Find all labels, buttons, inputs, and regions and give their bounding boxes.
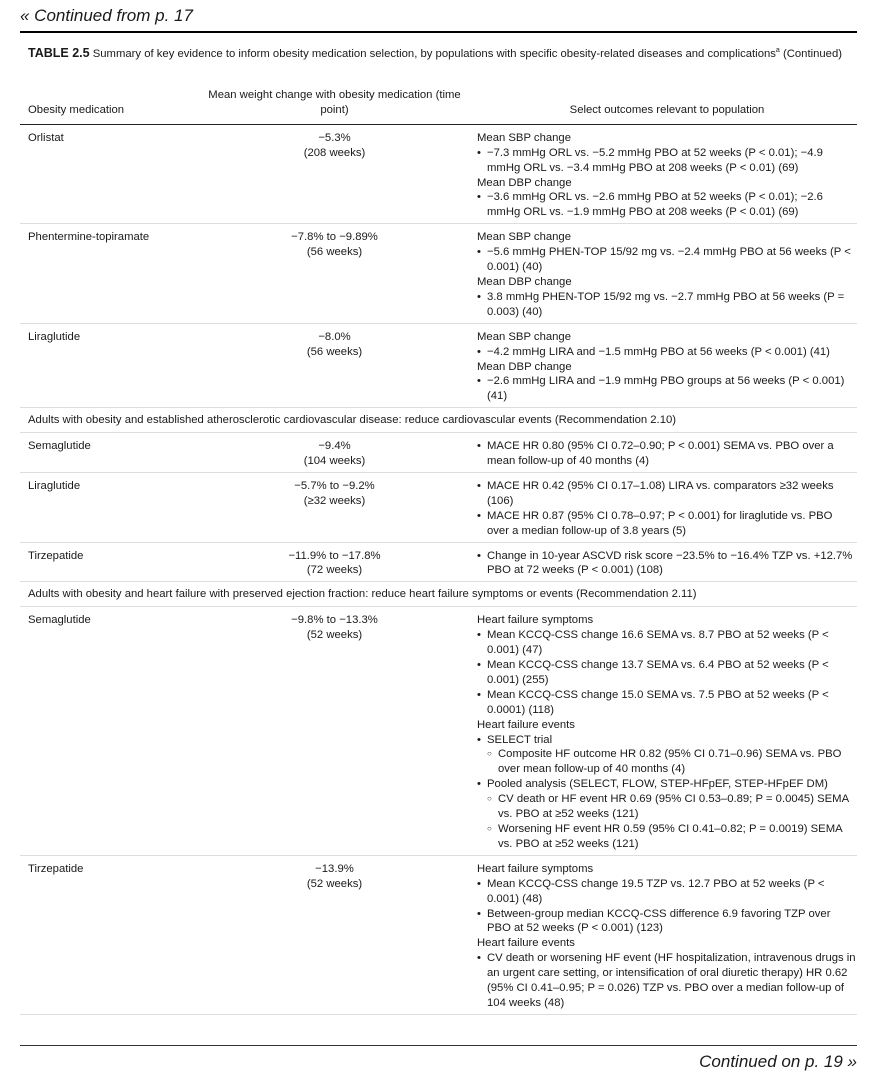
time-point: (56 weeks) (306, 246, 363, 259)
weight-change: −5.3% (318, 131, 351, 144)
outcome-heading: Mean DBP change (477, 360, 572, 373)
outcome-heading: Heart failure events (477, 937, 575, 950)
outcome-bullet: • −4.2 mmHg LIRA and −1.5 mmHg PBO at 56 weeks (P < 0.001) (41) (477, 345, 857, 360)
outcome-heading: Heart failure events (477, 718, 575, 731)
outcome-bullet: • MACE HR 0.42 (95% CI 0.17–1.08) LIRA vs. comparators ≥32 weeks (106) (477, 479, 857, 509)
medication-name: Liraglutide (28, 479, 81, 492)
outcome-heading: Mean DBP change (477, 176, 572, 189)
table-row (20, 224, 857, 323)
outcome-bullet: • Mean KCCQ-CSS change 19.5 TZP vs. 12.7 PBO at 52 weeks (P < 0.001) (48) (477, 877, 857, 907)
medication-name: Orlistat (28, 131, 64, 144)
outcome-bullet: • −3.6 mmHg ORL vs. −2.6 mmHg PBO at 52 weeks (P < 0.01); −2.6 mmHg ORL vs. −1.9 mmHg PBO at 208 weeks (P < 0.01) (69) (477, 190, 857, 220)
weight-change: −5.7% to −9.2% (294, 479, 375, 492)
outcome-subbullet: ○ CV death or HF event HR 0.69 (95% CI 0.53–0.89; P = 0.0045) SEMA vs. PBO at ≥52 weeks (121) (477, 792, 857, 822)
outcomes-cell (474, 479, 857, 539)
continued-on-link[interactable]: Continued on p. 19 » (699, 1052, 857, 1071)
section-header: Adults with obesity and established atherosclerotic cardiovascular disease: reduce cardiovascular events (Recommendation 2.10) (20, 408, 857, 433)
outcome-heading: Mean SBP change (477, 330, 571, 343)
time-point: (≥32 weeks) (303, 494, 366, 507)
top-rule (20, 31, 857, 33)
table-caption (28, 43, 857, 62)
medication-name: Liraglutide (28, 330, 81, 343)
table-row (20, 607, 857, 856)
outcome-bullet: • Mean KCCQ-CSS change 16.6 SEMA vs. 8.7 PBO at 52 weeks (P < 0.001) (47) (477, 628, 857, 658)
outcome-heading: Heart failure symptoms (477, 614, 594, 627)
evidence-table (20, 88, 857, 1015)
outcome-subbullet: ○ Worsening HF event HR 0.59 (95% CI 0.41–0.82; P = 0.0019) SEMA vs. PBO at ≥52 weeks (121) (477, 822, 857, 852)
outcomes-cell (474, 862, 857, 1011)
caption-text: Summary of key evidence to inform obesity medication selection, by populations with specific obesity-related diseases and complications (89, 47, 776, 60)
outcome-bullet: • Mean KCCQ-CSS change 13.7 SEMA vs. 6.4 PBO at 52 weeks (P < 0.001) (255) (477, 658, 857, 688)
table-row (20, 473, 857, 543)
continued-from-link[interactable]: « Continued from p. 17 (20, 6, 193, 25)
weight-change-cell (195, 230, 474, 319)
header-medication: Obesity medication (28, 103, 125, 116)
weight-change: −7.8% to −9.89% (291, 231, 378, 244)
outcome-bullet: • Change in 10-year ASCVD risk score −23.5% to −16.4% TZP vs. +12.7% PBO at 72 weeks (P < 0.001) (108) (477, 549, 857, 579)
time-point: (208 weeks) (303, 146, 366, 159)
outcome-heading: Mean SBP change (477, 231, 571, 244)
outcome-bullet: • −2.6 mmHg LIRA and −1.9 mmHg PBO groups at 56 weeks (P < 0.001) (41) (477, 374, 857, 404)
time-point: (52 weeks) (306, 629, 363, 642)
table-row (20, 324, 857, 409)
weight-change-cell (195, 439, 474, 469)
weight-change-cell (195, 862, 474, 1011)
caption-suffix: (Continued) (779, 47, 842, 60)
outcome-heading: Mean DBP change (477, 275, 572, 288)
time-point: (72 weeks) (306, 564, 363, 577)
weight-change-cell (195, 613, 474, 852)
weight-change: −9.8% to −13.3% (291, 614, 378, 627)
outcome-bullet: • −7.3 mmHg ORL vs. −5.2 mmHg PBO at 52 weeks (P < 0.01); −4.9 mmHg ORL vs. −3.4 mmHg PBO at 208 weeks (P < 0.01) (69) (477, 146, 857, 176)
medication-name: Phentermine-topiramate (28, 231, 150, 244)
table-row (20, 433, 857, 473)
table-label: TABLE 2.5 (28, 45, 90, 60)
time-point: (104 weeks) (303, 455, 366, 468)
weight-change: −13.9% (315, 862, 354, 875)
outcome-subbullet: ○ Composite HF outcome HR 0.82 (95% CI 0.71–0.96) SEMA vs. PBO over mean follow-up of 40 months (4) (477, 747, 857, 777)
weight-change: −8.0% (318, 330, 351, 343)
outcome-bullet: • 3.8 mmHg PHEN-TOP 15/92 mg vs. −2.7 mmHg PBO at 56 weeks (P = 0.003) (40) (477, 290, 857, 320)
table-header (20, 88, 857, 125)
weight-change-cell (195, 549, 474, 579)
footnote-mark: a (775, 47, 780, 54)
weight-change: −11.9% to −17.8% (288, 549, 381, 562)
outcomes-cell (474, 613, 857, 852)
outcome-bullet: • −5.6 mmHg PHEN-TOP 15/92 mg vs. −2.4 mmHg PBO at 56 weeks (P < 0.001) (40) (477, 245, 857, 275)
outcomes-cell (474, 131, 857, 220)
weight-change-cell (195, 330, 474, 405)
outcomes-cell (474, 330, 857, 405)
outcome-bullet: • Pooled analysis (SELECT, FLOW, STEP-HFpEF, STEP-HFpEF DM) (477, 777, 857, 792)
outcomes-cell (474, 439, 857, 469)
header-weight-change: Mean weight change with obesity medication (time point) (208, 89, 461, 116)
weight-change: −9.4% (318, 440, 351, 453)
medication-name: Tirzepatide (28, 862, 84, 875)
outcomes-cell (474, 230, 857, 319)
time-point: (52 weeks) (306, 877, 363, 890)
section-header: Adults with obesity and heart failure with preserved ejection fraction: reduce heart failure symptoms or events (Recommendation 2.11) (20, 582, 857, 607)
header-outcomes: Select outcomes relevant to population (569, 103, 765, 116)
time-point: (56 weeks) (306, 345, 363, 358)
weight-change-cell (195, 479, 474, 539)
outcome-bullet: • MACE HR 0.87 (95% CI 0.78–0.97; P < 0.001) for liraglutide vs. PBO over a median follow-up of 3.8 years (5) (477, 509, 857, 539)
outcome-heading: Mean SBP change (477, 131, 571, 144)
outcome-bullet: • MACE HR 0.80 (95% CI 0.72–0.90; P < 0.001) SEMA vs. PBO over a mean follow-up of 40 months (4) (477, 439, 857, 469)
outcomes-cell (474, 549, 857, 579)
outcome-bullet: • Mean KCCQ-CSS change 15.0 SEMA vs. 7.5 PBO at 52 weeks (P < 0.0001) (118) (477, 688, 857, 718)
outcome-bullet: • SELECT trial (477, 733, 857, 748)
outcome-bullet: • CV death or worsening HF event (HF hospitalization, intravenous drugs in an urgent care setting, or intensification of oral diuretic therapy) HR 0.62 (95% CI 0.41–0.95; P = 0.026) TZP vs. PBO over a median follow-up of 104 weeks (48) (477, 951, 857, 1011)
medication-name: Tirzepatide (28, 549, 84, 562)
medication-name: Semaglutide (28, 440, 91, 453)
weight-change-cell (195, 131, 474, 220)
medication-name: Semaglutide (28, 614, 91, 627)
table-row (20, 856, 857, 1015)
outcome-heading: Heart failure symptoms (477, 862, 594, 875)
table-row (20, 543, 857, 583)
bottom-rule (20, 1045, 857, 1046)
outcome-bullet: • Between-group median KCCQ-CSS difference 6.9 favoring TZP over PBO at 52 weeks (P < 0.001) (123) (477, 907, 857, 937)
table-row (20, 125, 857, 224)
